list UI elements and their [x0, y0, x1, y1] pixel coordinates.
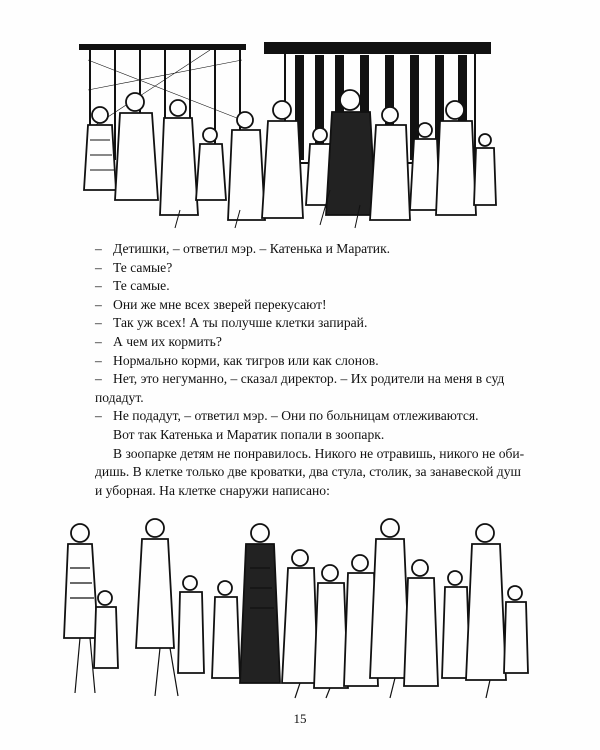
dialogue-line: – Не подадут, – ответил мэр. – Они по больницам отлеживаются.: [95, 408, 479, 424]
paragraph-line: Вот так Катенька и Маратик попали в зоопарк.: [113, 426, 385, 442]
dialogue-line: – Нет, это негуманно, – сказал директор. – Их родители на меня в суд: [95, 371, 505, 387]
crowd-at-zoo-cages-illustration: [60, 40, 500, 230]
dialogue-line: – Так уж всех! А ты получше клетки запирай.: [95, 315, 368, 331]
paragraph-line: В зоопарке детям не понравилось. Никого не отравишь, никого не оби-: [113, 445, 525, 461]
dialogue-line: – Те самые?: [95, 259, 173, 275]
paragraph-line-continued: и уборная. На клетке снаружи написано:: [95, 482, 330, 498]
dialogue-line: – Нормально корми, как тигров или как слонов.: [95, 352, 379, 368]
walking-crowd-illustration: [60, 508, 540, 700]
paragraph-line-continued: дишь. В клетке только две кроватки, два стула, столик, за занавеской душ: [95, 464, 521, 480]
dialogue-line: – Детишки, – ответил мэр. – Катенька и Маратик.: [95, 241, 391, 256]
dialogue-line-continued: подадут.: [95, 389, 144, 405]
story-text: [95, 240, 525, 500]
dialogue-line: – Они же мне всех зверей перекусают!: [95, 296, 327, 312]
dialogue-line: – Те самые.: [95, 278, 170, 294]
page-number: 15: [293, 711, 307, 726]
dialogue-line: – А чем их кормить?: [95, 333, 222, 349]
